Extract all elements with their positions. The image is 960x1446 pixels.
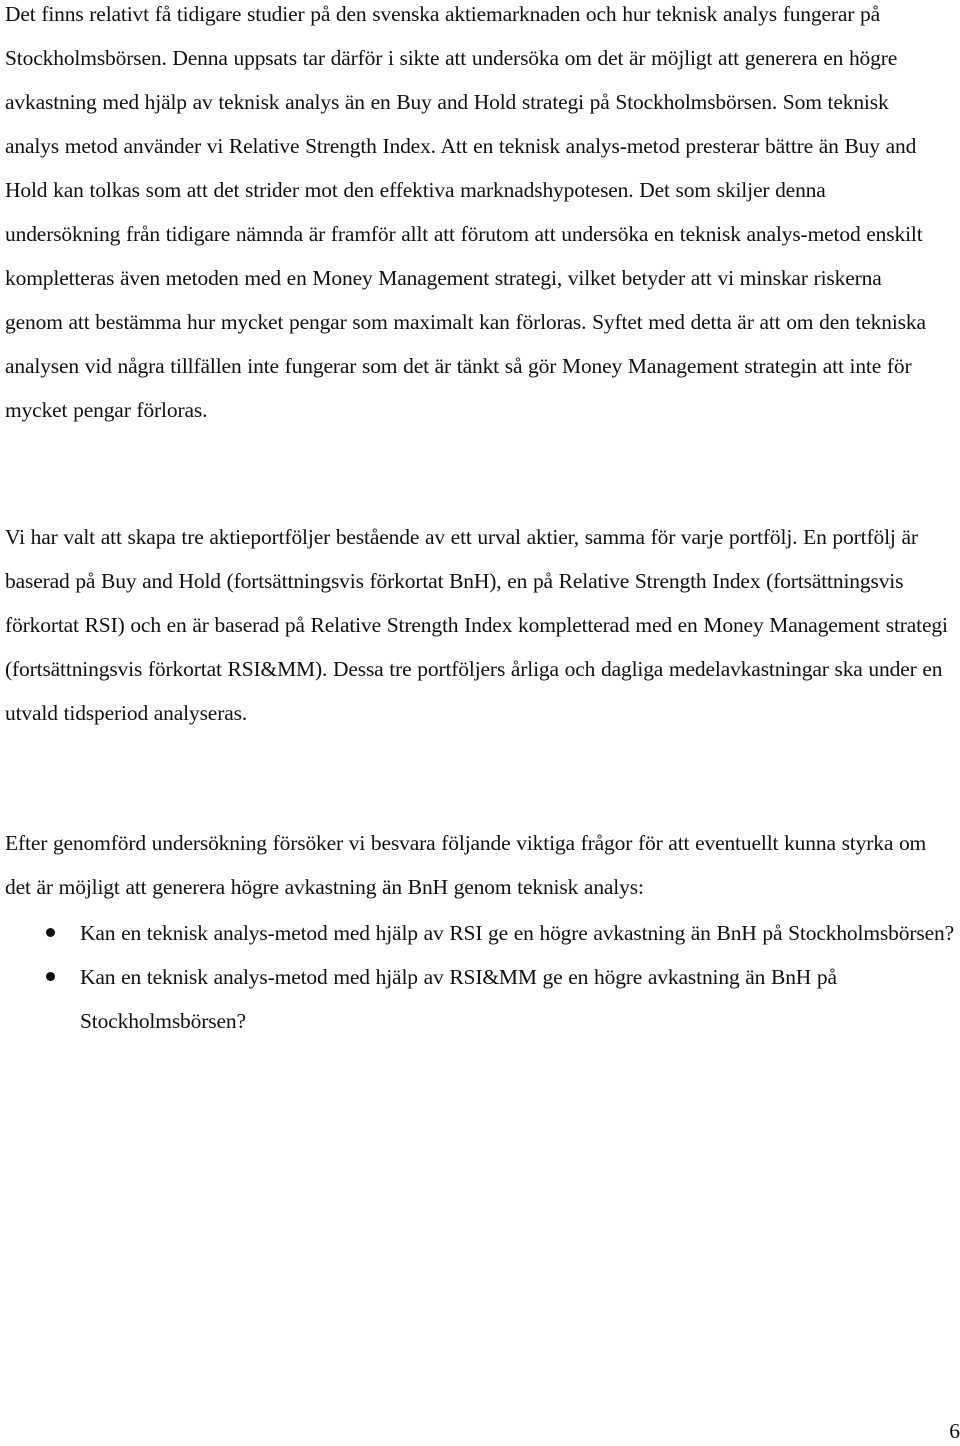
paragraph-introduction: Det finns relativt få tidigare studier på den svenska aktiemarknaden och hur teknisk analys fungerar på Stockholmsbörsen. Denna uppsats tar därför i sikte att undersöka om det är möjligt att generera en högre avkastning med hjälp av teknisk analys än en Buy and Hold strategi på Stockholmsbörsen. Som teknisk analys metod använder vi Relative Strength Index. Att en teknisk analys-metod presterar bättre än Buy and Hold kan tolkas som att det strider mot den effektiva marknadshypotesen. Det som skiljer denna undersökning från tidigare nämnda är framför allt att förutom att undersöka en teknisk analys-metod enskilt kompletteras även metoden med en Money Management strategi, vilket betyder att vi minskar riskerna genom att bestämma hur mycket pengar som maximalt kan förloras. Syftet med detta är att om den tekniska analysen vid några tillfällen inte fungerar som det är tänkt så gör Money Management strategin att inte för mycket pengar förloras. (5, 2, 926, 422)
bullet-icon (46, 972, 55, 981)
list-item (5, 911, 955, 955)
paragraph-questions-intro: Efter genomförd undersökning försöker vi besvara följande viktiga frågor för att eventuellt kunna styrka om det är möjligt att generera högre avkastning än BnH genom teknisk analys: (5, 831, 927, 899)
page-number: 6 (949, 1419, 960, 1443)
research-questions-list (5, 911, 955, 1043)
bullet-text: Kan en teknisk analys-metod med hjälp av RSI ge en högre avkastning än BnH på Stockholmsbörsen? (80, 921, 954, 945)
bullet-text: Kan en teknisk analys-metod med hjälp av RSI&MM ge en högre avkastning än BnH på Stockholmsbörsen? (80, 965, 837, 1033)
list-item (5, 955, 955, 1043)
bullet-icon (46, 928, 55, 937)
paragraph-portfolios: Vi har valt att skapa tre aktieportföljer bestående av ett urval aktier, samma för varje portfölj. En portfölj är baserad på Buy and Hold (fortsättningsvis förkortat BnH), en på Relative Strength Index (fortsättningsvis förkortat RSI) och en är baserad på Relative Strength Index kompletterad med en Money Management strategi (fortsättningsvis förkortat RSI&MM). Dessa tre portföljers årliga och dagliga medelavkastningar ska under en utvald tidsperiod analyseras. (5, 525, 948, 725)
